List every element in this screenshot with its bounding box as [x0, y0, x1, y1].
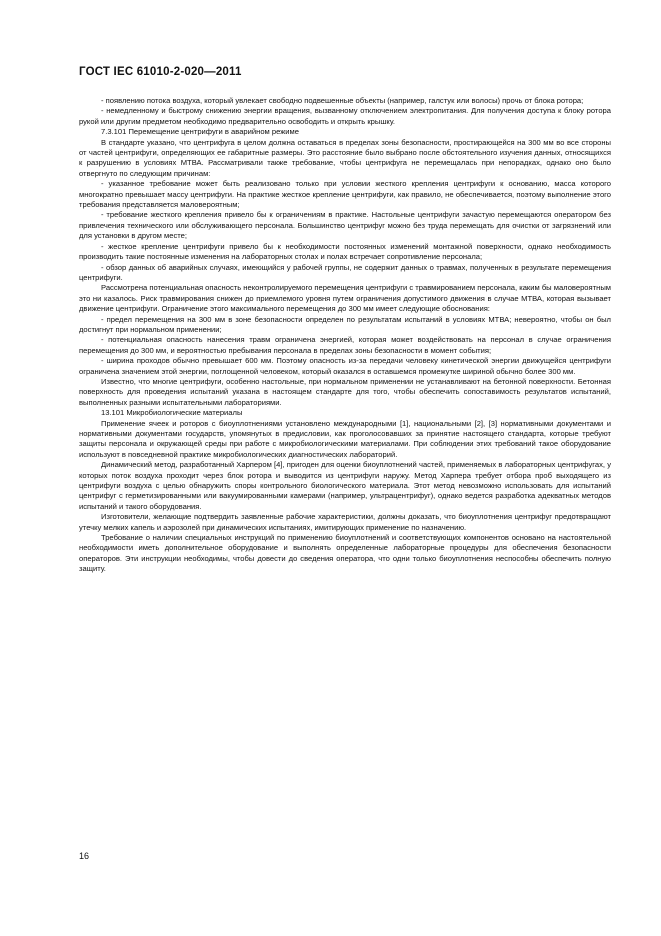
paragraph: Применение ячеек и роторов с биоуплотнениями установлено международными [1], национальными [2], [3] нормативными документами и нормативными документами государств, упомянутых в предисловии, как проголосовавших за принятие настоящего стандарта, которые требуют защиты персонала и окружающей среды при работе с микробиологическими материалами. При соблюдении этих требований такое оборудование используют в повседневной практике микробиологических диагностических лабораторий. [79, 418, 611, 459]
section-heading: 13.101 Микробиологические материалы [101, 408, 243, 418]
paragraph: - появлению потока воздуха, который увлекает свободно подвешенные объекты (например, галстук или волосы) прочь от блока ротора; [101, 96, 584, 105]
paragraph: - потенциальная опасность нанесения травм ограничена энергией, которая может воздействовать на персонал в случае ограничения перемещения до 300 мм, и вероятностью пребывания персонала в пределах зоны безопасности в момент события; [79, 335, 611, 355]
paragraph: Рассмотрена потенциальная опасность неконтролируемого перемещения центрифуги с травмированием персонала, каким бы маловероятным это ни казалось. Риск травмирования снижен до приемлемого уровня путем ограничения допустимого движения в случае МТВА, которая вызывает движение центрифуги. Ограничение этого максимального перемещения до 300 мм имеет следующие обоснования: [79, 283, 611, 314]
paragraph: - требование жесткого крепления привело бы к ограничениям в практике. Настольные центрифуги зачастую перемещаются оператором без привлечения технического или обслуживающего персонала. Большинство центрифуг можно без труда перемещать для очистки от загрязнений или для установки в другом месте; [79, 210, 611, 241]
page-number: 16 [79, 851, 90, 861]
paragraph: - немедленному и быстрому снижению энергии вращения, вызванному отключением электропитания. Для получения доступа к блоку ротора рукой или другим предметом необходимо предварительно освободить и открыть крышку. [79, 106, 611, 126]
paragraph: Требование о наличии специальных инструкций по применению биоуплотнений и соответствующих компонентов основано на настоятельной необходимости иметь дополнительное оборудование и выполнять определенные лабораторные процедуры для обеспечения безопасности операторов. Эти инструкции необходимы, чтобы довести до сведения оператора, что одни только биоуплотнения неспособны обеспечить полную защиту. [79, 533, 611, 574]
paragraph: В стандарте указано, что центрифуга в целом должна оставаться в пределах зоны безопасности, простирающейся на 300 мм во все стороны от частей центрифуги, определяющих ее габаритные размеры. Это расстояние было выбрано после обстоятельного изучения данных, относящихся к разрушению в условиях МТВА. Рассматривали также требование, чтобы центрифуга не перемещалась при непорадках, однако оно было отвергнуто по следующим причинам: [79, 137, 611, 178]
paragraph: Динамический метод, разработанный Харпером [4], пригоден для оценки биоуплотнений частей, применяемых в лабораторных центрифугах, у которых поток воздуха проходит через блок ротора и выводится из центрифуги наружу. Метод Харпера требует отбора проб выходящего из центрифуги воздуха с целью обнаружить споры контрольного биологического материала. Этот метод невозможно использовать для испытаний центрифуг с герметизированными или вакуумированными камерами (например, ультрацентрифуг), однако ведется разработка адекватных методов испытаний и такого оборудования. [79, 460, 611, 511]
paragraph: - жесткое крепление центрифуги привело бы к необходимости постоянных изменений монтажной поверхности, однако необходимость производить такие постоянные изменения на лабораторных столах и полах встречает сопротивление персонала; [79, 241, 611, 262]
paragraph: Изготовители, желающие подтвердить заявленные рабочие характеристики, должны доказать, что биоуплотнения центрифуг предотвращают утечку мелких капель и аэрозолей при динамических испытаниях, имитирующих применение по назначению. [79, 512, 611, 532]
paragraph: - ширина проходов обычно превышает 600 мм. Поэтому опасность из-за передачи человеку кинетической энергии движущейся центрифуги ограничена значением этой энергии, поглощенной человеком, который оказался в оставшемся промежутке шириной обычно более 300 мм. [79, 356, 611, 376]
paragraph: - обзор данных об аварийных случаях, имеющийся у рабочей группы, не содержит данных о травмах, полученных в результате перемещения центрифуги. [79, 262, 611, 282]
paragraph: - предел перемещения на 300 мм в зоне безопасности определен по результатам испытаний в условиях МТВА; невероятно, чтобы он был достигнут при нормальном применении; [79, 314, 611, 334]
paragraph: - указанное требование может быть реализовано только при условии жесткого крепления центрифуги к основанию, масса которого многократно превышает массу центрифуги. На практике жесткое крепление центрифуги, как правило, не обеспечивается, поэтому выполнение этого требования представляется маловероятным; [79, 179, 611, 210]
paragraph: Известно, что многие центрифуги, особенно настольные, при нормальном применении не устанавливают на бетонной поверхности. Бетонная поверхность для проведения испытаний указана в настоящем стандарте для того, чтобы обеспечить сопоставимость результатов испытаний, выполненных разными испытательными лабораториями. [79, 376, 611, 407]
document-body [79, 96, 611, 575]
document-header: ГОСТ IEC 61010-2-020—2011 [79, 66, 242, 78]
section-heading: 7.3.101 Перемещение центрифуги в аварийном режиме [101, 127, 299, 137]
